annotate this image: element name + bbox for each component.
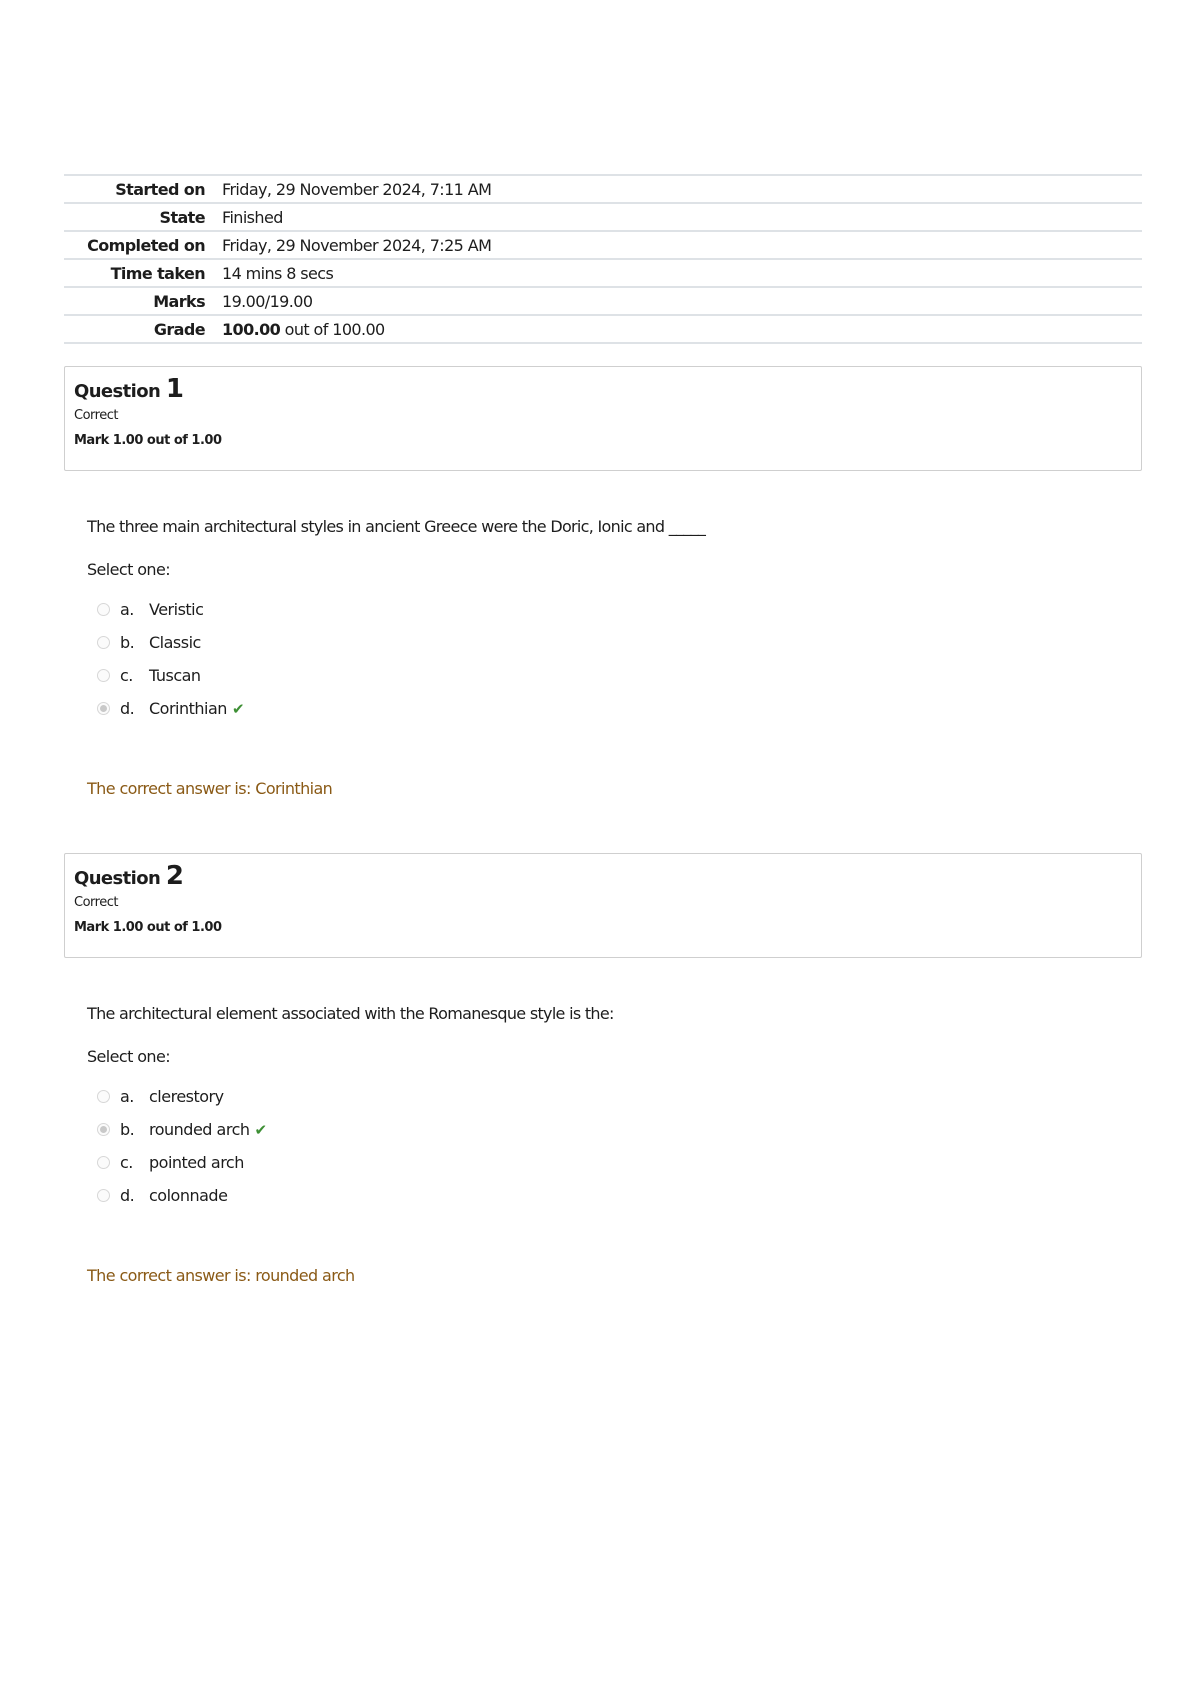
answer-option[interactable]	[87, 626, 1142, 659]
question-number	[74, 862, 1132, 893]
answer-list	[87, 593, 1142, 725]
right-answer-feedback: The correct answer is: Corinthian	[87, 779, 333, 798]
radio-icon[interactable]	[97, 702, 110, 715]
answer-option-selected[interactable]	[87, 1113, 1142, 1146]
summary-label: Time taken	[110, 263, 205, 283]
question-state: Correct	[74, 895, 118, 910]
answer-letter: b.	[120, 1120, 135, 1139]
question-content	[64, 1004, 1142, 1285]
radio-icon[interactable]	[97, 1090, 110, 1103]
grade-out-of: out of 100.00	[280, 319, 385, 339]
answer-option[interactable]	[87, 1146, 1142, 1179]
select-one-prompt: Select one:	[87, 1047, 171, 1066]
summary-row-started	[64, 176, 1142, 204]
question-text: The three main architectural styles in ancient Greece were the Doric, Ionic and _____	[87, 517, 706, 536]
answer-text: Tuscan	[149, 666, 201, 685]
answer-text: colonnade	[149, 1186, 228, 1205]
check-icon: ✔	[231, 699, 245, 718]
question-1	[64, 366, 1142, 798]
question-info-box	[64, 853, 1142, 958]
question-info-box	[64, 366, 1142, 471]
question-2	[64, 853, 1142, 1285]
radio-icon[interactable]	[97, 636, 110, 649]
summary-row-time	[64, 260, 1142, 288]
answer-text: Veristic	[149, 600, 204, 619]
quiz-review-page	[64, 174, 1142, 1285]
answer-letter: a.	[120, 1087, 134, 1106]
answer-letter: a.	[120, 600, 134, 619]
grade-value: 100.00	[222, 319, 281, 339]
answer-letter: d.	[120, 1186, 135, 1205]
answer-list	[87, 1080, 1142, 1212]
summary-label: Grade	[153, 319, 205, 339]
summary-label: Marks	[153, 291, 205, 311]
radio-icon[interactable]	[97, 1156, 110, 1169]
summary-row-grade	[64, 316, 1142, 344]
answer-letter: d.	[120, 699, 135, 718]
summary-value: Friday, 29 November 2024, 7:25 AM	[222, 235, 492, 255]
radio-icon[interactable]	[97, 1123, 110, 1136]
summary-label: Completed on	[87, 235, 205, 255]
summary-label: State	[159, 207, 205, 227]
answer-option[interactable]	[87, 1080, 1142, 1113]
summary-value: 14 mins 8 secs	[222, 263, 334, 283]
question-number-value: 2	[165, 861, 184, 891]
attempt-summary-table	[64, 174, 1142, 344]
answer-text: clerestory	[149, 1087, 224, 1106]
summary-row-completed	[64, 232, 1142, 260]
summary-row-state	[64, 204, 1142, 232]
question-content	[64, 517, 1142, 798]
select-one-prompt: Select one:	[87, 560, 171, 579]
answer-option[interactable]	[87, 593, 1142, 626]
answer-letter: b.	[120, 633, 135, 652]
answer-option-selected[interactable]	[87, 692, 1142, 725]
answer-text: rounded arch	[149, 1120, 250, 1139]
answer-letter: c.	[120, 1153, 133, 1172]
answer-text: Classic	[149, 633, 201, 652]
check-icon: ✔	[254, 1120, 267, 1139]
answer-option[interactable]	[87, 659, 1142, 692]
summary-label: Started on	[115, 179, 205, 199]
answer-letter: c.	[120, 666, 133, 685]
answer-text: pointed arch	[149, 1153, 244, 1172]
radio-icon[interactable]	[97, 603, 110, 616]
answer-text: Corinthian	[149, 699, 227, 718]
question-word: Question	[74, 868, 161, 889]
answer-option[interactable]	[87, 1179, 1142, 1212]
summary-value	[222, 320, 385, 339]
summary-value: 19.00/19.00	[222, 291, 313, 311]
summary-value: Finished	[222, 207, 283, 227]
question-state: Correct	[74, 408, 118, 423]
question-word: Question	[74, 381, 161, 402]
radio-icon[interactable]	[97, 1189, 110, 1202]
question-number-value: 1	[165, 374, 184, 404]
question-text: The architectural element associated with the Romanesque style is the:	[87, 1004, 614, 1023]
summary-row-marks	[64, 288, 1142, 316]
right-answer-feedback: The correct answer is: rounded arch	[87, 1266, 355, 1285]
question-grade: Mark 1.00 out of 1.00	[74, 433, 222, 448]
question-number	[74, 375, 1132, 406]
radio-icon[interactable]	[97, 669, 110, 682]
summary-value: Friday, 29 November 2024, 7:11 AM	[222, 179, 492, 199]
question-grade: Mark 1.00 out of 1.00	[74, 920, 222, 935]
